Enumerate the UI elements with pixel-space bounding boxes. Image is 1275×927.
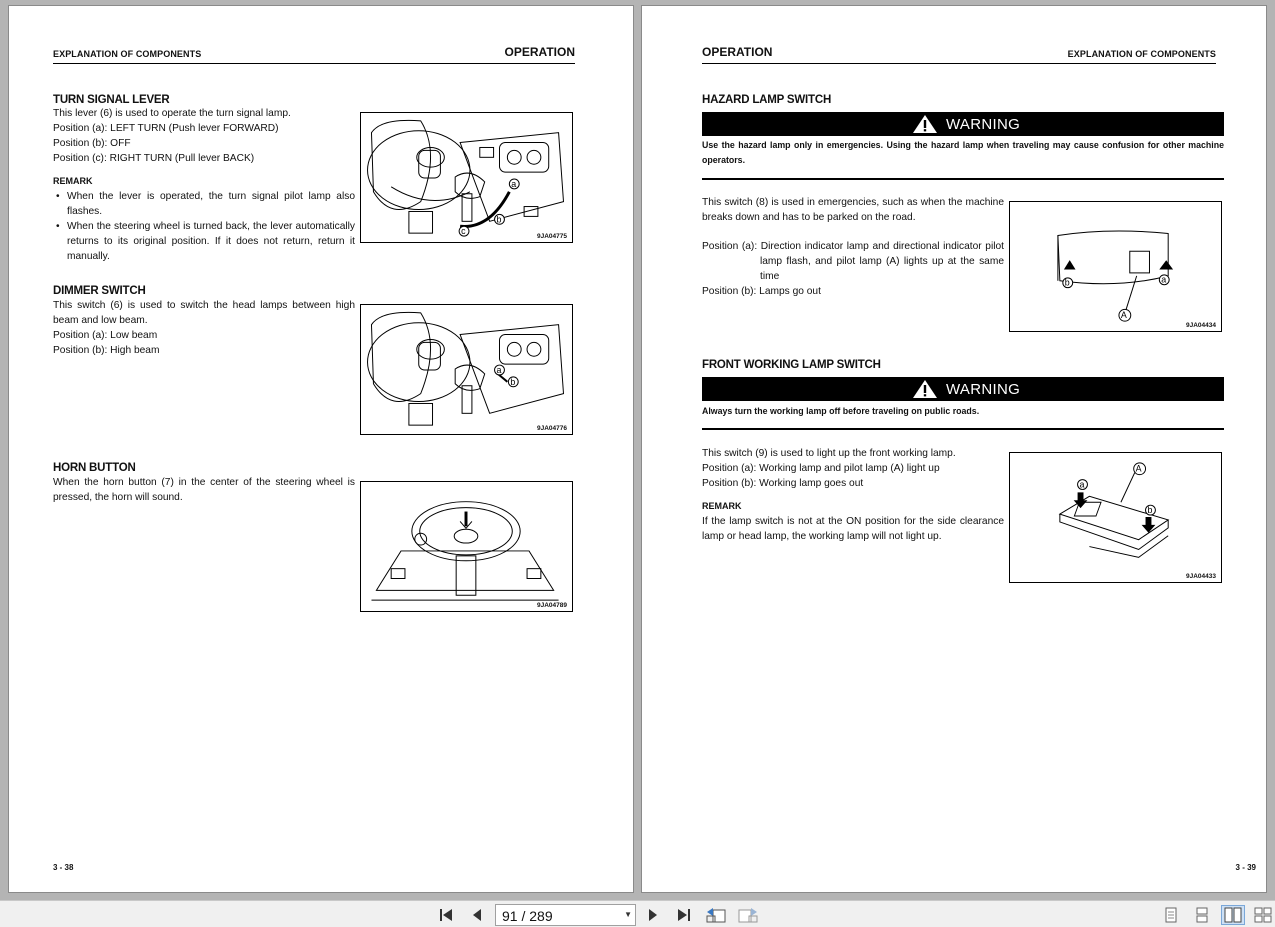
previous-page-icon[interactable]: [466, 905, 488, 925]
fig-label-a: a: [496, 364, 502, 375]
dimmer-figure: [360, 304, 573, 435]
page-header: [53, 44, 575, 64]
cab-illustration: [361, 305, 572, 434]
next-view-icon[interactable]: [736, 905, 760, 925]
hazard-switch-illustration: [1010, 202, 1221, 331]
figure-code: 9JA04434: [1186, 322, 1216, 329]
figure-code: 9JA04789: [537, 602, 567, 609]
figure-code: 9JA04775: [537, 233, 567, 240]
facing-icon[interactable]: [1221, 905, 1245, 925]
warning-text: Use the hazard lamp only in emergencies. Using the hazard lamp when traveling may cause confusion for other machine operators.: [702, 140, 1224, 165]
divider: [702, 428, 1224, 430]
page-indicator: 91 / 289: [502, 908, 553, 924]
dimmer-line: Position (a): Low beam: [53, 330, 158, 341]
previous-view-icon[interactable]: [704, 905, 728, 925]
turn-signal-line: This lever (6) is used to operate the turn signal lamp.: [53, 108, 291, 119]
remark-label: REMARK: [53, 176, 93, 186]
continuous-icon[interactable]: [1190, 905, 1214, 925]
dimmer-line: Position (b): High beam: [53, 345, 160, 356]
remark-item: • When the lever is operated, the turn signal pilot lamp also flashes.: [53, 189, 355, 219]
working-lamp-switch-illustration: [1010, 453, 1221, 582]
remark-label: REMARK: [702, 501, 742, 511]
warning-banner: [702, 112, 1224, 136]
hazard-intro: This switch (8) is used in emergencies, such as when the machine breaks down and has to be parked on the road.: [702, 197, 1004, 223]
front-working-line: This switch (9) is used to light up the front working lamp.: [702, 448, 956, 459]
warning-banner: [702, 377, 1224, 401]
warning-icon: [912, 379, 938, 399]
page-left: [8, 5, 634, 893]
steering-wheel-illustration: [361, 482, 572, 611]
hazard-title: HAZARD LAMP SWITCH: [702, 94, 832, 106]
fig-label-c: c: [461, 226, 466, 237]
turn-signal-line: Position (c): RIGHT TURN (Pull lever BACK): [53, 153, 255, 164]
turn-signal-figure: [360, 112, 573, 243]
last-page-icon[interactable]: [672, 905, 694, 925]
cab-illustration: [361, 113, 572, 242]
turn-signal-line: Position (b): OFF: [53, 138, 131, 149]
figure-code: 9JA04776: [537, 425, 567, 432]
first-page-icon[interactable]: [436, 905, 458, 925]
fig-label-b: b: [1064, 277, 1070, 288]
page-header: [702, 44, 1216, 64]
dimmer-line: This switch (6) is used to switch the head lamps between high beam and low beam.: [53, 300, 355, 326]
chevron-down-icon[interactable]: ▼: [624, 910, 632, 919]
fig-label-a: a: [1161, 274, 1167, 285]
fig-label-A: A: [1135, 463, 1142, 474]
horn-figure: [360, 481, 573, 612]
header-section: EXPLANATION OF COMPONENTS: [53, 49, 202, 59]
hazard-figure: [1009, 201, 1222, 332]
front-working-line: Position (b): Working lamp goes out: [702, 478, 864, 489]
front-working-figure: [1009, 452, 1222, 583]
fig-label-A: A: [1120, 310, 1127, 321]
header-section: EXPLANATION OF COMPONENTS: [1067, 49, 1216, 59]
page-number-input[interactable]: [495, 904, 636, 926]
front-working-title: FRONT WORKING LAMP SWITCH: [702, 359, 881, 371]
dimmer-text: [53, 298, 355, 358]
fig-label-b: b: [496, 214, 502, 225]
header-chapter: OPERATION: [504, 45, 575, 59]
fig-label-b: b: [510, 376, 516, 387]
remark-item: • When the steering wheel is turned back, the lever automatically returns to its original position. If it does not return, return it manually.: [53, 219, 355, 264]
fig-label-a: a: [511, 178, 517, 189]
page-number: 3 - 39: [1235, 863, 1256, 872]
header-chapter: OPERATION: [702, 45, 773, 59]
continuous-facing-icon[interactable]: [1252, 905, 1274, 925]
hazard-text: [702, 195, 1004, 299]
warning-label: WARNING: [946, 116, 1021, 133]
single-page-icon[interactable]: [1159, 905, 1183, 925]
remark-text: If the lamp switch is not at the ON position for the side clearance lamp or head lamp, the working lamp will not light up.: [702, 516, 1004, 542]
divider: [702, 178, 1224, 180]
figure-code: 9JA04433: [1186, 573, 1216, 580]
turn-signal-text: [53, 106, 355, 264]
front-working-text: [702, 446, 1004, 544]
page-number: 3 - 38: [53, 863, 74, 872]
page-right: [641, 5, 1267, 893]
horn-title: HORN BUTTON: [53, 462, 136, 474]
hazard-pos-b: Position (b): Lamps go out: [702, 286, 821, 297]
fig-label-b: b: [1147, 505, 1153, 516]
viewer-toolbar: [0, 900, 1275, 927]
turn-signal-line: Position (a): LEFT TURN (Push lever FORWARD): [53, 123, 279, 134]
horn-text: [53, 475, 355, 505]
dimmer-title: DIMMER SWITCH: [53, 285, 146, 297]
turn-signal-title: TURN SIGNAL LEVER: [53, 94, 170, 106]
warning-text: Always turn the working lamp off before traveling on public roads.: [702, 406, 980, 416]
horn-line: When the horn button (7) in the center of the steering wheel is pressed, the horn will sound.: [53, 477, 355, 503]
front-working-line: Position (a): Working lamp and pilot lamp (A) light up: [702, 463, 940, 474]
hazard-pos-a: Position (a): Direction indicator lamp and directional indicator pilot lamp flash, and pilot lamp (A) lights up at the same time: [702, 241, 1004, 282]
next-page-icon[interactable]: [642, 905, 664, 925]
warning-label: WARNING: [946, 381, 1021, 398]
warning-icon: [912, 114, 938, 134]
fig-label-a: a: [1079, 479, 1085, 490]
